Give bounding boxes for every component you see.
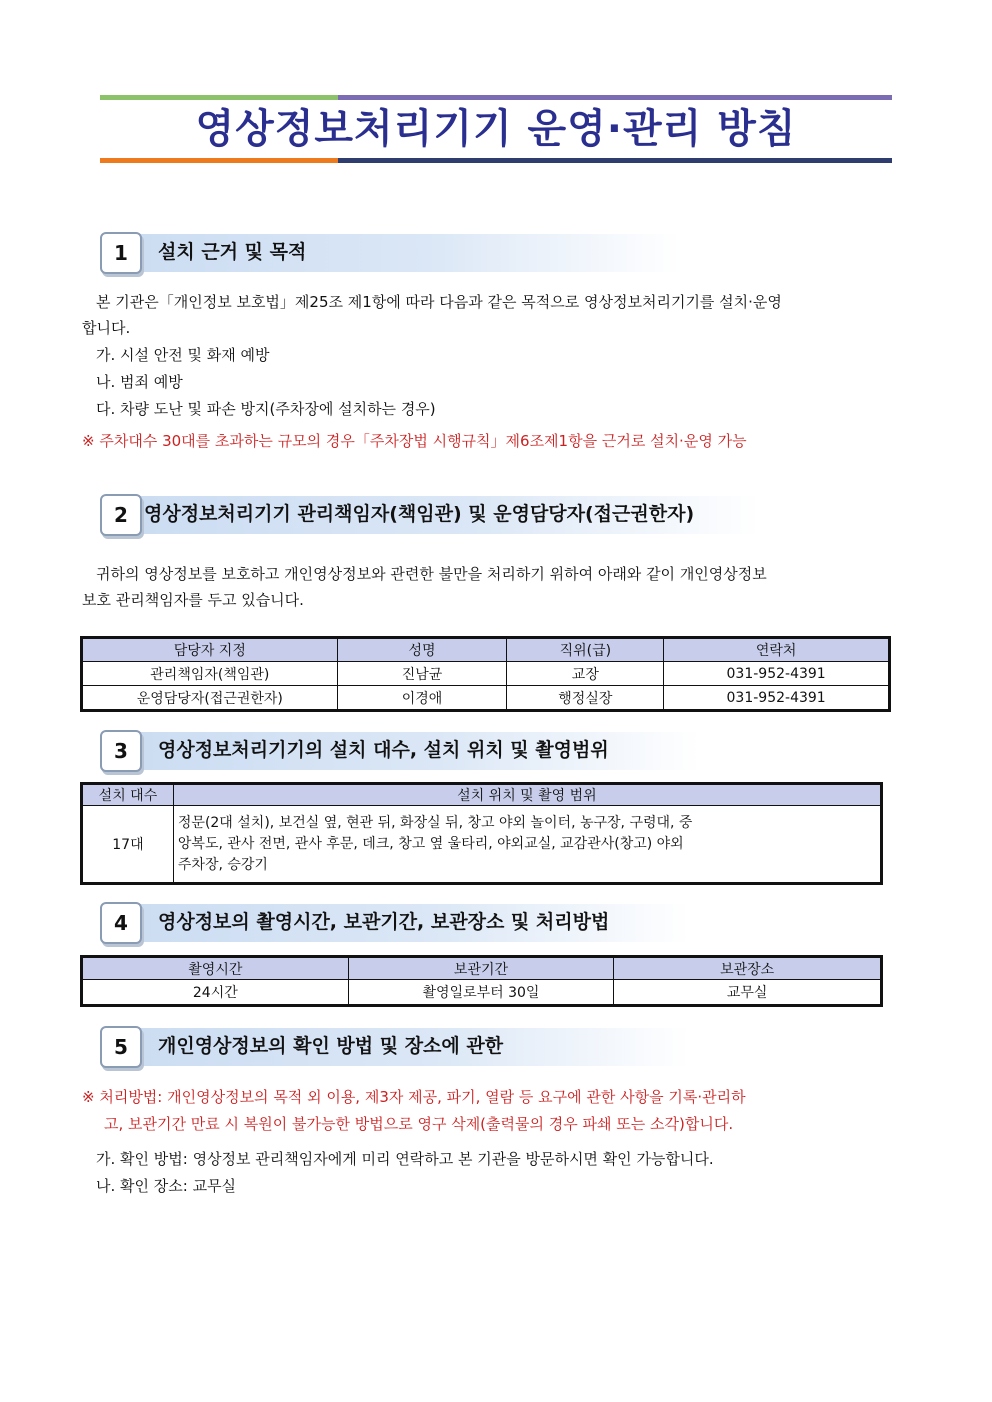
table-row xyxy=(83,662,889,686)
title-rule-bottom-orange xyxy=(100,158,338,163)
table-cell: 이경애 xyxy=(337,686,507,710)
section-5-note-line2: 고, 보관기간 만료 시 복원이 불가능한 방법으로 영구 삭제(출력물의 경우 파쇄 또는 소각)합니다. xyxy=(104,1115,734,1133)
table-header: 연락처 xyxy=(664,639,889,662)
table-row xyxy=(83,686,889,710)
section-number-badge: 4 xyxy=(100,902,142,944)
location-line: 정문(2대 설치), 보건실 옆, 현관 뒤, 화장실 뒤, 창고 야외 놀이터, 농구장, 구령대, 중 xyxy=(177,814,693,831)
table-header: 설치 대수 xyxy=(83,785,174,806)
section-number-badge: 2 xyxy=(100,494,142,536)
section-2-intro-line2: 보호 관리책임자를 두고 있습니다. xyxy=(82,591,304,609)
table-cell: 24시간 xyxy=(83,980,349,1005)
list-item: 나. 확인 장소: 교무실 xyxy=(96,1177,237,1195)
table-header: 보관장소 xyxy=(614,958,881,980)
title-rule-top-purple xyxy=(338,95,892,100)
retention-table xyxy=(82,957,881,1005)
table-cell: 진남균 xyxy=(337,662,507,686)
section-number-badge: 1 xyxy=(100,232,142,274)
camera-count-cell: 17대 xyxy=(83,806,174,883)
table-header: 설치 위치 및 촬영 범위 xyxy=(173,785,880,806)
location-cell xyxy=(173,806,880,883)
section-number-badge: 3 xyxy=(100,730,142,772)
section-1-intro-line1: 본 기관은「개인정보 보호법」제25조 제1항에 따라 다음과 같은 목적으로 영상정보처리기기를 설치·운영 xyxy=(96,293,782,311)
table-cell: 교장 xyxy=(507,662,664,686)
list-item: 나. 범죄 예방 xyxy=(96,373,183,391)
location-line: 주차장, 승강기 xyxy=(177,856,268,873)
table-row xyxy=(83,980,881,1005)
section-5-note-line1: ※ 처리방법: 개인영상정보의 목적 외 이용, 제3자 제공, 파기, 열람 등 요구에 관한 사항을 기록·관리하 xyxy=(82,1088,746,1106)
section-number-badge: 5 xyxy=(100,1026,142,1068)
contact-table xyxy=(82,638,889,710)
table-header: 담당자 지정 xyxy=(83,639,338,662)
list-item: 가. 확인 방법: 영상정보 관리책임자에게 미리 연락하고 본 기관을 방문하시면 확인 가능합니다. xyxy=(96,1150,714,1168)
title-rule-bottom-navy xyxy=(338,158,892,163)
page-title: 영상정보처리기기 운영·관리 방침 xyxy=(195,106,797,152)
section-heading: 영상정보처리기기 관리책임자(책임관) 및 운영담당자(접근권한자) xyxy=(144,503,695,525)
section-4-header xyxy=(100,902,680,946)
section-heading: 영상정보처리기기의 설치 대수, 설치 위치 및 촬영범위 xyxy=(158,739,609,761)
table-header: 보관기간 xyxy=(348,958,614,980)
table-header: 직위(급) xyxy=(507,639,664,662)
table-header: 성명 xyxy=(337,639,507,662)
table-row xyxy=(83,806,881,883)
table-cell: 운영담당자(접근권한자) xyxy=(83,686,338,710)
location-line: 앙복도, 관사 전면, 관사 후문, 데크, 창고 옆 울타리, 야외교실, 교감관사(창고) 야외 xyxy=(177,835,684,852)
section-2-intro-line1: 귀하의 영상정보를 보호하고 개인영상정보와 관련한 불만을 처리하기 위하여 아래와 같이 개인영상정보 xyxy=(96,565,767,583)
table-cell: 행정실장 xyxy=(507,686,664,710)
installation-table xyxy=(82,784,881,883)
table-header: 촬영시간 xyxy=(83,958,349,980)
section-5-header xyxy=(100,1026,680,1070)
table-cell: 관리책임자(책임관) xyxy=(83,662,338,686)
title-rule-top-green xyxy=(100,95,338,100)
section-1-intro-line2: 합니다. xyxy=(82,319,131,337)
list-item: 다. 차량 도난 및 파손 방지(주차장에 설치하는 경우) xyxy=(96,400,436,418)
table-cell: 촬영일로부터 30일 xyxy=(348,980,614,1005)
section-3-header xyxy=(100,730,690,774)
section-1-header xyxy=(100,232,670,276)
section-heading: 설치 근거 및 목적 xyxy=(158,241,307,263)
list-item: 가. 시설 안전 및 화재 예방 xyxy=(96,346,270,364)
table-cell: 교무실 xyxy=(614,980,881,1005)
section-heading: 영상정보의 촬영시간, 보관기간, 보관장소 및 처리방법 xyxy=(158,911,610,933)
section-2-header xyxy=(100,494,750,538)
table-cell: 031-952-4391 xyxy=(664,662,889,686)
section-heading: 개인영상정보의 확인 방법 및 장소에 관한 xyxy=(158,1035,504,1057)
section-1-note: ※ 주차대수 30대를 초과하는 규모의 경우「주차장법 시행규칙」제6조제1항을 근거로 설치·운영 가능 xyxy=(82,432,747,450)
table-cell: 031-952-4391 xyxy=(664,686,889,710)
